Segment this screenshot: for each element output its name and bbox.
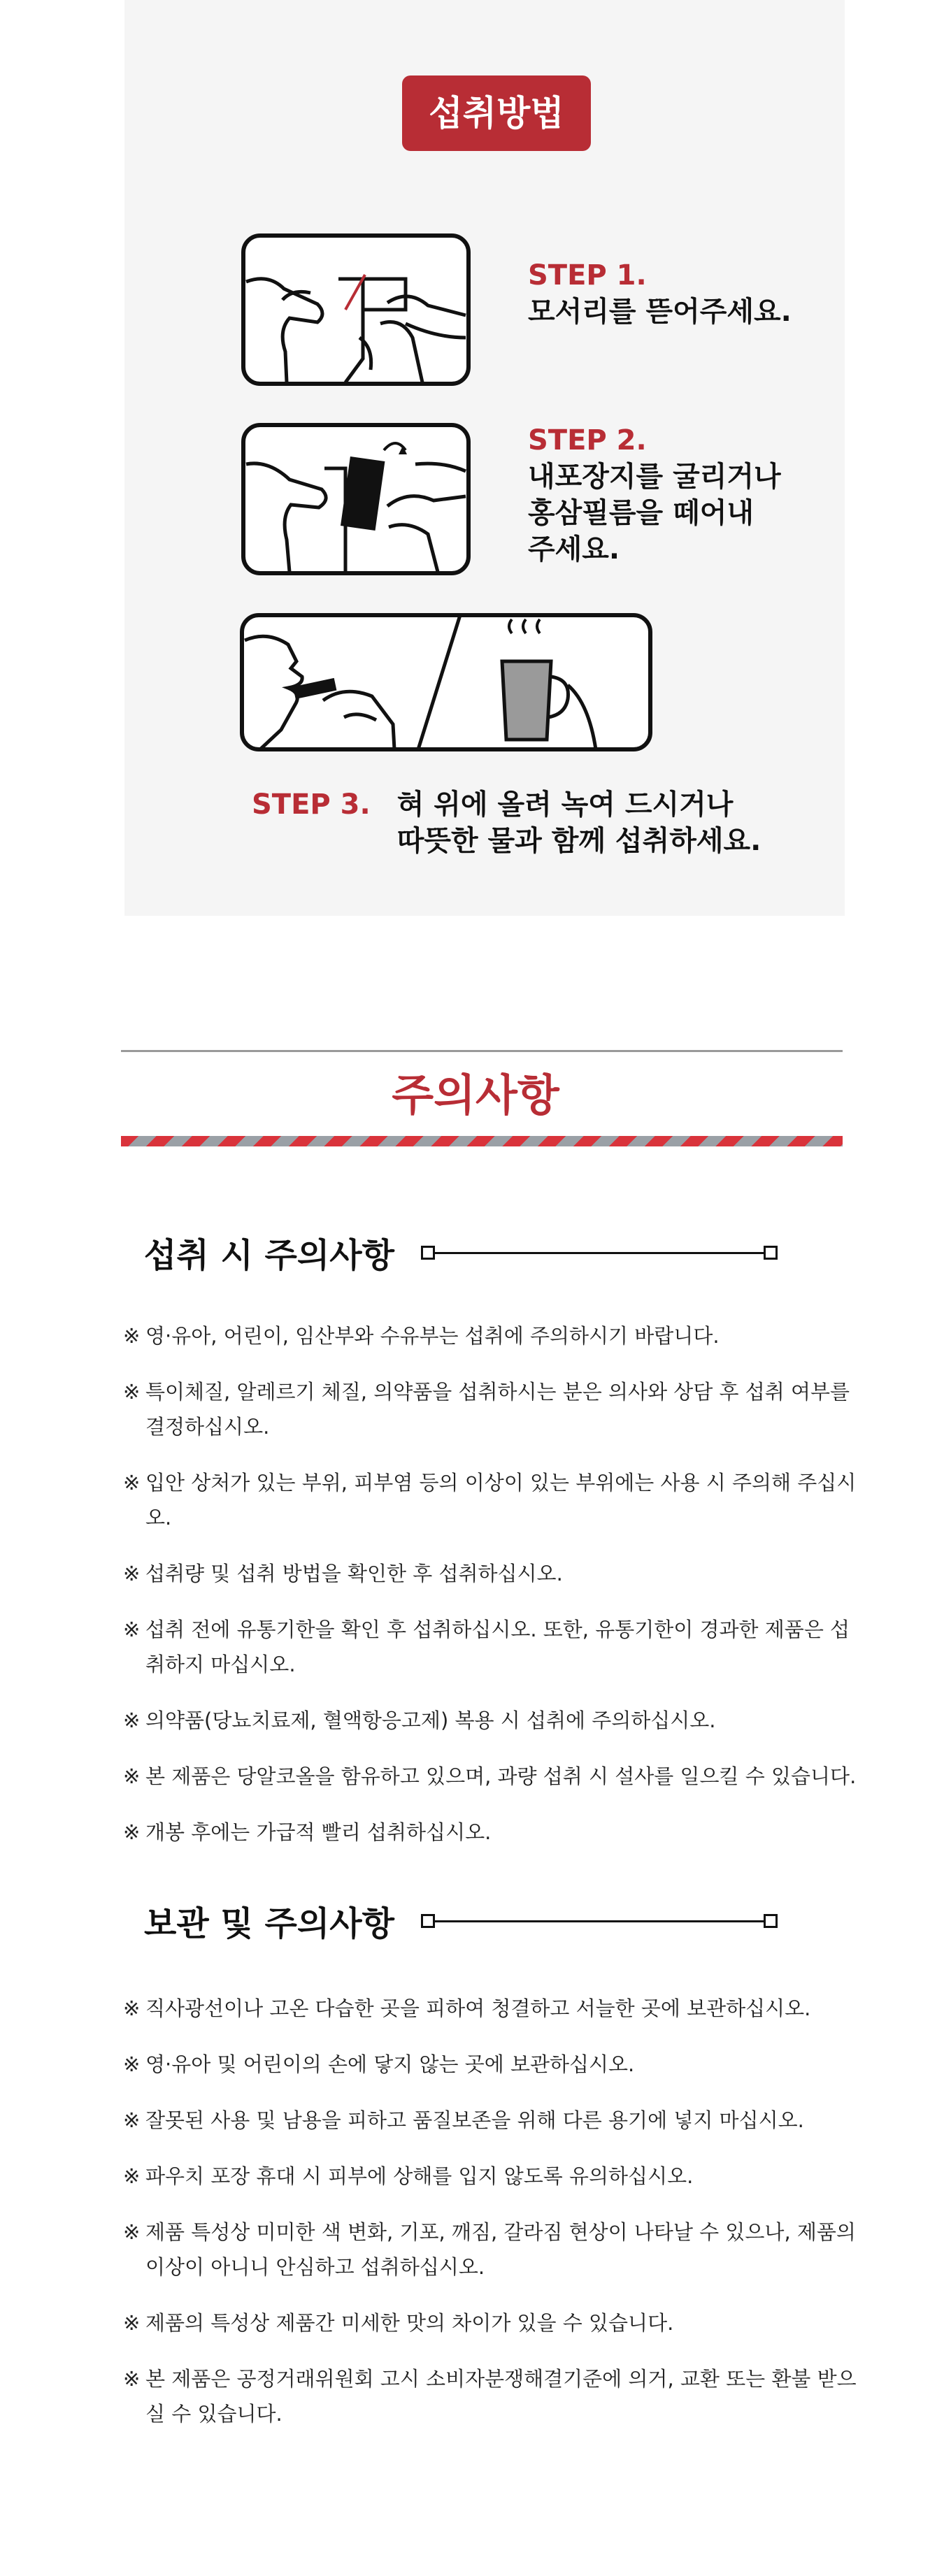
intake-caution-list [123, 1318, 857, 1850]
reference-mark: ※ [123, 1324, 141, 1348]
caution-title: 주의사항 [392, 1070, 559, 1121]
reference-mark: ※ [123, 2367, 141, 2391]
tear-corner-illustration [241, 233, 471, 387]
decoration-line [429, 1252, 769, 1254]
list-item: ※ 섭취 전에 유통기한을 확인 후 섭취하십시오. 또한, 유통기한이 경과한 제품은 섭취하지 마십시오. [123, 1612, 857, 1682]
step-3-text-line-2: 따뜻한 물과 함께 섭취하세요. [396, 825, 761, 857]
reference-mark: ※ [123, 1471, 141, 1495]
list-item: ※ 의약품(당뇨치료제, 혈액항응고제) 복용 시 섭취에 주의하십시오. [123, 1703, 857, 1738]
reference-mark: ※ [123, 2164, 141, 2188]
reference-mark: ※ [123, 1820, 141, 1844]
storage-caution-heading [144, 1897, 778, 1945]
tongue-and-hot-cup-illustration [239, 612, 653, 752]
list-item: ※ 영·유아 및 어린이의 손에 닿지 않는 곳에 보관하십시오. [123, 2047, 857, 2082]
list-item: ※ 섭취량 및 섭취 방법을 확인한 후 섭취하십시오. [123, 1556, 857, 1591]
step-3-label: STEP 3. [252, 789, 371, 821]
intake-method-title: 섭취방법 [402, 75, 591, 151]
square-end-icon [421, 1914, 435, 1928]
list-item: ※ 잘못된 사용 및 남용을 피하고 품질보존을 위해 다른 용기에 넣지 마십시오. [123, 2103, 857, 2138]
intake-caution-title: 섭취 시 주의사항 [144, 1236, 394, 1275]
reference-mark: ※ [123, 2311, 141, 2335]
step-3 [252, 786, 761, 859]
storage-caution-list [123, 1991, 857, 2431]
reference-mark: ※ [123, 1764, 141, 1788]
list-item: ※ 본 제품은 공정거래위원회 고시 소비자분쟁해결기준에 의거, 교환 또는 환불 받으실 수 있습니다. [123, 2361, 857, 2431]
reference-mark: ※ [123, 1996, 141, 2020]
decoration-line [429, 1920, 769, 1922]
heading-decoration [421, 1244, 778, 1262]
step-2-text-line-3: 주세요. [528, 533, 620, 566]
step-2-text-line-1: 내포장지를 굴리거나 [528, 461, 781, 493]
peel-film-illustration [241, 422, 471, 576]
intake-method-panel [124, 0, 845, 916]
list-item: ※ 파우치 포장 휴대 시 피부에 상해를 입지 않도록 유의하십시오. [123, 2159, 857, 2194]
list-item: ※ 영·유아, 어린이, 임산부와 수유부는 섭취에 주의하시기 바랍니다. [123, 1318, 857, 1353]
square-end-icon [764, 1914, 778, 1928]
reference-mark: ※ [123, 1708, 141, 1732]
step-2-text-line-2: 홍삼필름을 떼어내 [528, 497, 755, 529]
step-1-text-line-1: 모서리를 뜯어주세요. [528, 296, 792, 328]
reference-mark: ※ [123, 1618, 141, 1641]
list-item: ※ 제품의 특성상 제품간 미세한 맛의 차이가 있을 수 있습니다. [123, 2305, 857, 2340]
step-1-label: STEP 1. [528, 259, 647, 292]
reference-mark: ※ [123, 1380, 141, 1404]
step-3-text-line-1: 혀 위에 올려 녹여 드시거나 [396, 789, 734, 821]
list-item: ※ 직사광선이나 고온 다습한 곳을 피하여 청결하고 서늘한 곳에 보관하십시오. [123, 1991, 857, 2026]
list-item: ※ 제품 특성상 미미한 색 변화, 기포, 깨짐, 갈라짐 현상이 나타날 수 있으나, 제품의 이상이 아니니 안심하고 섭취하십시오. [123, 2215, 857, 2284]
step-1 [528, 257, 792, 330]
reference-mark: ※ [123, 1562, 141, 1585]
reference-mark: ※ [123, 2220, 141, 2244]
list-item: ※ 특이체질, 알레르기 체질, 의약품을 섭취하시는 분은 의사와 상담 후 섭취 여부를 결정하십시오. [123, 1374, 857, 1444]
list-item: ※ 개봉 후에는 가급적 빨리 섭취하십시오. [123, 1815, 857, 1850]
reference-mark: ※ [123, 2052, 141, 2076]
step-2 [528, 422, 781, 568]
heading-decoration [421, 1912, 778, 1930]
step-2-label: STEP 2. [528, 424, 647, 456]
section-divider [121, 1050, 843, 1052]
striped-accent-bar [121, 1136, 843, 1146]
reference-mark: ※ [123, 2108, 141, 2132]
intake-caution-heading [144, 1228, 778, 1276]
storage-caution-title: 보관 및 주의사항 [144, 1904, 394, 1943]
list-item: ※ 본 제품은 당알코올을 함유하고 있으며, 과량 섭취 시 설사를 일으킬 수 있습니다. [123, 1759, 857, 1794]
square-end-icon [421, 1246, 435, 1260]
square-end-icon [764, 1246, 778, 1260]
list-item: ※ 입안 상처가 있는 부위, 피부염 등의 이상이 있는 부위에는 사용 시 주의해 주십시오. [123, 1465, 857, 1535]
